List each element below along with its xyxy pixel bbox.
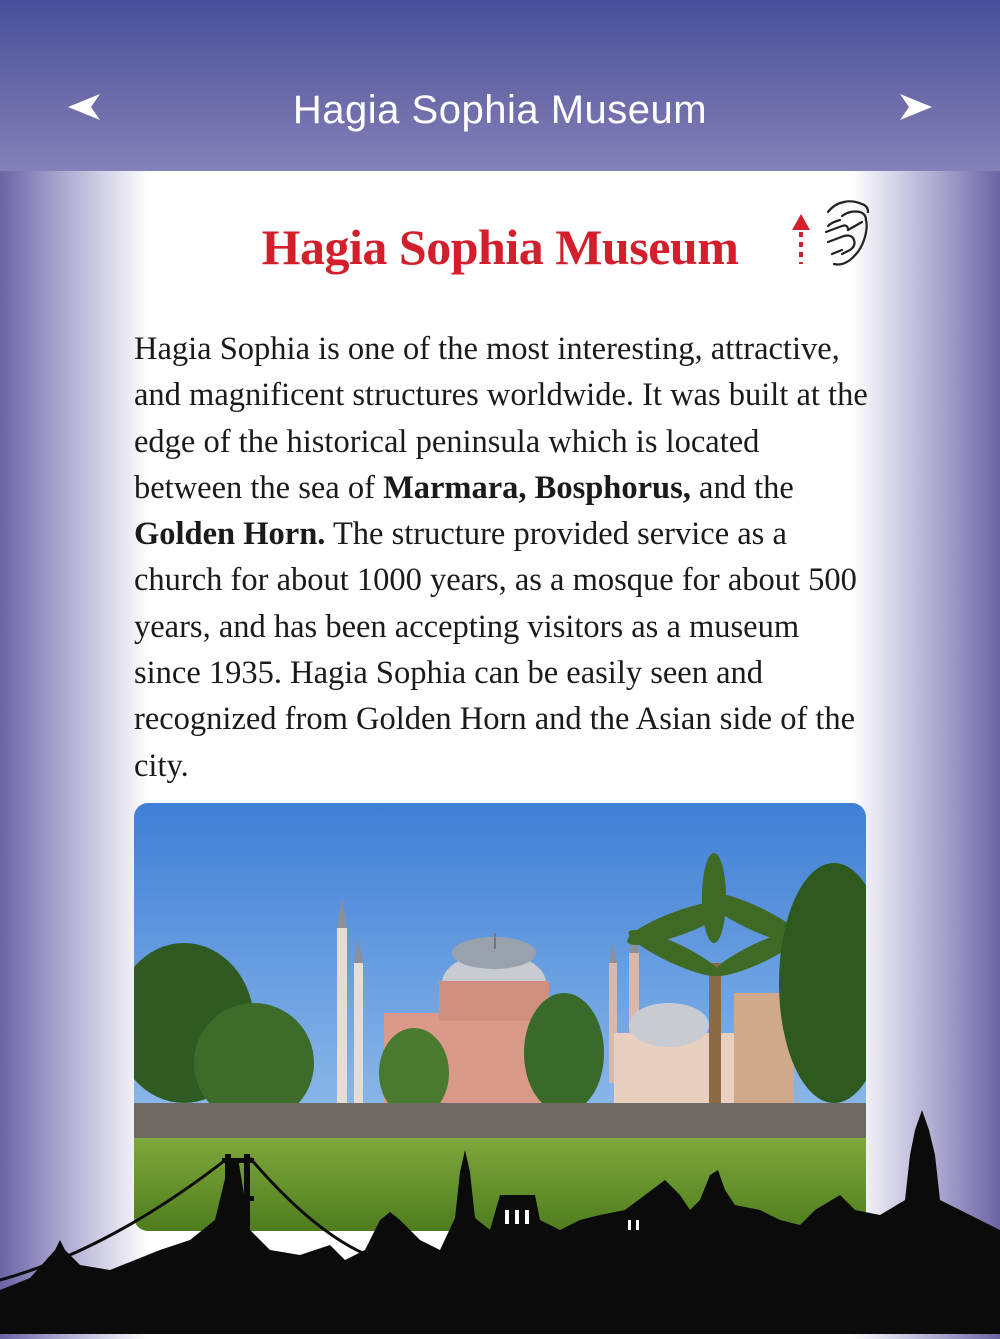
paragraph-text-2: and the (690, 469, 794, 506)
page-title: Hagia Sophia Museum (261, 219, 739, 275)
paragraph-text-3: The structure provided service as a church for about 1000 years, as a mosque for about 500 years, and has been accepting visitors as a museum since 1935. Hagia Sophia can be easily seen and recognized from Golden Horn and the Asian side of the city. (134, 516, 857, 784)
istanbul-skyline-decoration (0, 1100, 1000, 1334)
topbar-title: Hagia Sophia Museum (292, 88, 708, 132)
top-navigation-bar (0, 0, 1000, 171)
paragraph-bold-2: Golden Horn. (134, 516, 326, 553)
paragraph-bold-1: Marmara, Bosphorus, (383, 469, 691, 506)
description-paragraph (134, 326, 874, 789)
scroll-up-hint[interactable] (782, 192, 874, 274)
arrow-right-icon (894, 88, 934, 128)
paragraph-text-1: Hagia Sophia is one of the most interesting, attractive, and magnificent structures worldwide. It was built at the edge of the historical peninsula which is located between the sea of (134, 331, 868, 506)
swipe-up-hand-icon (782, 192, 874, 274)
forward-button[interactable] (894, 88, 934, 128)
